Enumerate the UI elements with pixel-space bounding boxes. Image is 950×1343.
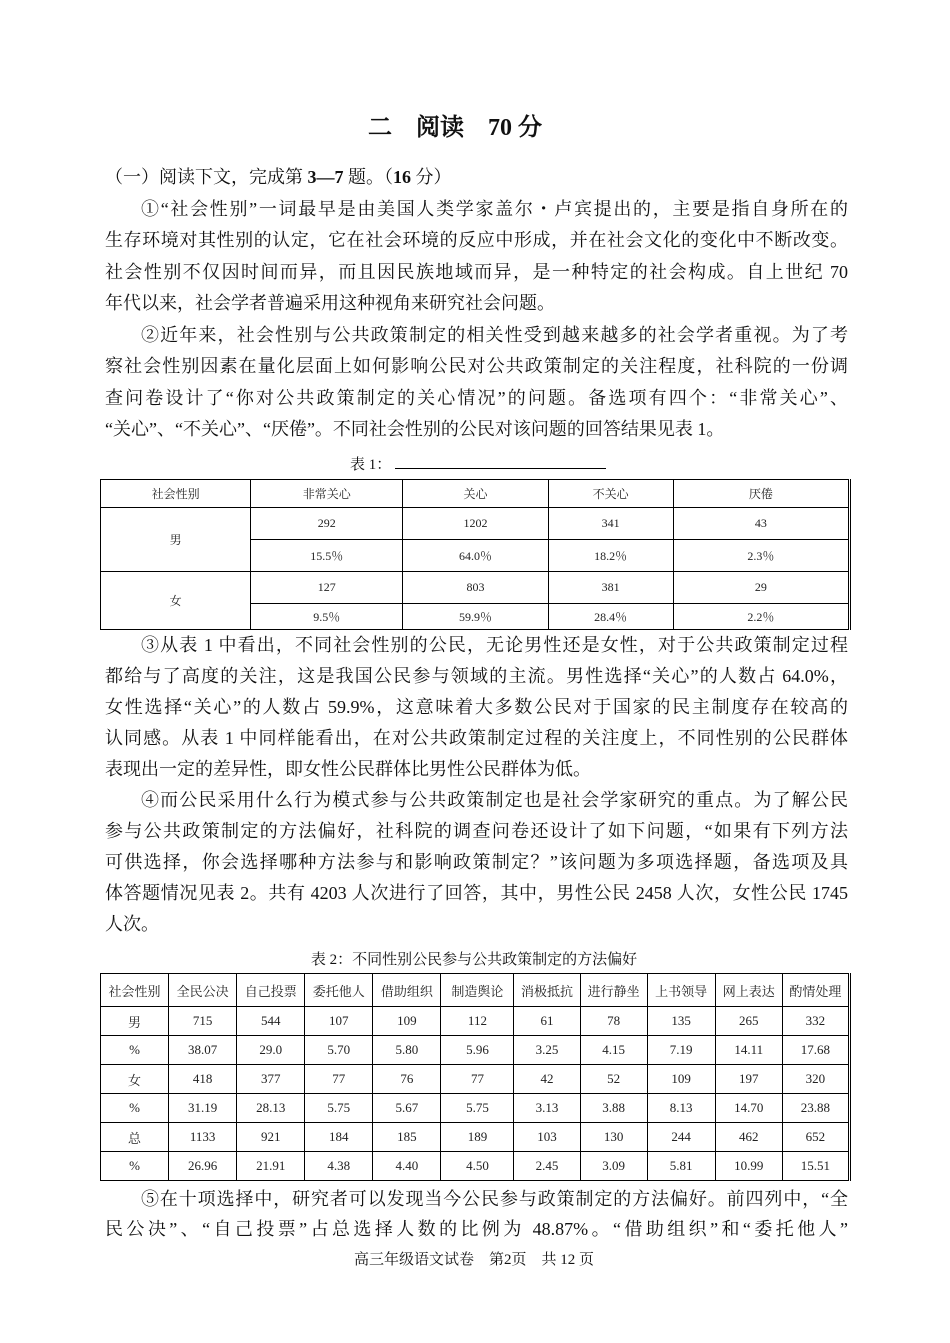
table-2-header: 消极抵抗: [514, 974, 580, 1007]
table-2-header: 酌情处理: [782, 974, 849, 1007]
table-2-cell: 244: [647, 1123, 715, 1152]
table-2-header: 进行静坐: [580, 974, 647, 1007]
table-2-cell: 107: [305, 1007, 373, 1036]
table-2-cell: 189: [441, 1123, 514, 1152]
paragraph-1: [105, 194, 848, 320]
table-2-cell: 21.91: [237, 1152, 305, 1181]
table-2-cell: 5.75: [441, 1094, 514, 1123]
table-1-title-blank: [395, 454, 606, 469]
table-1-cell: 64.0％: [403, 540, 548, 572]
table-1-header: 厌倦: [673, 480, 849, 508]
table-2-header: 自己投票: [237, 974, 305, 1007]
table-1-cell: 59.9％: [403, 604, 548, 630]
table-2-cell: 130: [580, 1123, 647, 1152]
table-1-caption: [350, 454, 606, 475]
table-1-header-row: [101, 480, 850, 508]
table-1-cell: 15.5％: [251, 540, 403, 572]
table-1-cell: 43: [673, 508, 849, 540]
table-1-cell: 2.2％: [673, 604, 849, 630]
table-2-header: 上书领导: [647, 974, 715, 1007]
table-2-cell: 109: [373, 1007, 441, 1036]
paragraph-2-line: ②近年来，社会性别与公共政策制定的相关性受到越来越多的社会学者重视。为了考: [141, 324, 848, 345]
table-2-cell: 28.13: [237, 1094, 305, 1123]
table-2-cell: 5.70: [305, 1036, 373, 1065]
table-2-cell: 4.15: [580, 1036, 647, 1065]
table-1-header: 关心: [403, 480, 548, 508]
page-title: 二 阅读 70 分: [368, 115, 542, 141]
table-2-cell: 7.19: [647, 1036, 715, 1065]
table-2-header: 委托他人: [305, 974, 373, 1007]
table-2-cell: 5.96: [441, 1036, 514, 1065]
table-2-cell: 29.0: [237, 1036, 305, 1065]
table-2-cell: 38.07: [169, 1036, 237, 1065]
paragraph-4-line: 参与公共政策制定的方法偏好，社科院的调查问卷还设计了如下问题，“如果有下列方法: [105, 821, 848, 841]
table-1-cell: 28.4％: [548, 604, 673, 630]
paragraph-2-line: 查问卷设计了“你对公共政策制定的关心情况”的问题。备选项有四个：“非常关心”、: [105, 387, 848, 408]
table-1-row: [101, 572, 850, 604]
table-1-cell: 1202: [403, 508, 548, 540]
paragraph-2: [105, 320, 848, 446]
table-2-cell: 4.50: [441, 1152, 514, 1181]
instruction-text: （一）阅读下文，完成第: [105, 167, 308, 187]
table-2-cell: 103: [514, 1123, 580, 1152]
table-2-cell: 5.75: [305, 1094, 373, 1123]
table-1-row-label: 男: [101, 508, 251, 572]
table-2-cell: 332: [782, 1007, 849, 1036]
paragraph-2-line: “关心”、“不关心”、“厌倦”。不同社会性别的公民对该问题的回答结果见表 1。: [105, 419, 725, 439]
table-1-cell: 18.2％: [548, 540, 673, 572]
table-2-cell: 3.88: [580, 1094, 647, 1123]
table-2-row: [101, 1065, 850, 1094]
paragraph-3-line: 都给与了高度的关注，这是我国公民参与领域的主流。男性选择“关心”的人数占 64.0%，: [105, 666, 848, 686]
table-2-cell: 3.09: [580, 1152, 647, 1181]
table-1-header: 非常关心: [251, 480, 403, 508]
paragraph-4-line: 可供选择，你会选择哪种方法参与和影响政策制定？”该问题为多项选择题，备选项及具: [105, 852, 848, 872]
paragraph-5-line: ⑤在十项选择中，研究者可以发现当今公民参与政策制定的方法偏好。前四列中，“全: [141, 1189, 848, 1209]
table-2-cell: 3.25: [514, 1036, 580, 1065]
table-2-cell: 5.67: [373, 1094, 441, 1123]
table-2-row-label: 男: [101, 1007, 169, 1036]
table-2-row: [101, 1007, 850, 1036]
table-2-cell: 31.19: [169, 1094, 237, 1123]
table-2-row-label: %: [101, 1152, 169, 1181]
paragraph-5: [105, 1184, 848, 1244]
table-2-cell: 135: [647, 1007, 715, 1036]
paragraph-4-line: 体答题情况见表 2。共有 4203 人次进行了回答，其中，男性公民 2458 人次，女性公民 1745: [105, 883, 848, 903]
table-2-header: 制造舆论: [441, 974, 514, 1007]
table-1-cell: 127: [251, 572, 403, 604]
table-2-cell: 23.88: [782, 1094, 849, 1123]
table-1-cell: 9.5％: [251, 604, 403, 630]
table-2-cell: 5.81: [647, 1152, 715, 1181]
table-2-header: 全民公决: [169, 974, 237, 1007]
reading-section-body: [105, 630, 848, 940]
paragraph-1-line: ①“社会性别”一词最早是由美国人类学家盖尔・卢宾提出的，主要是指自身所在的: [141, 198, 848, 219]
paragraph-1-line: 生存环境对其性别的认定，它在社会环境的反应中形成，并在社会文化的变化中不断改变。: [105, 230, 848, 250]
table-2-cell: 2.45: [514, 1152, 580, 1181]
table-2-cell: 652: [782, 1123, 849, 1152]
reading-section-tail: [105, 1184, 848, 1244]
table-2-cell: 197: [715, 1065, 782, 1094]
table-1-header: 社会性别: [101, 480, 251, 508]
table-2-cell: 418: [169, 1065, 237, 1094]
table-2-cell: 76: [373, 1065, 441, 1094]
page-footer: 高三年级语文试卷 第2页 共 12 页: [353, 1252, 594, 1268]
table-2-cell: 17.68: [782, 1036, 849, 1065]
table-2-cell: 78: [580, 1007, 647, 1036]
table-2-cell: 184: [305, 1123, 373, 1152]
table-2-cell: 265: [715, 1007, 782, 1036]
table-2-row: [101, 1152, 850, 1181]
table-1-caption-label: 表 1：: [350, 457, 392, 473]
table-1-header: 不关心: [548, 480, 673, 508]
table-2-header-row: [101, 974, 850, 1007]
instruction-text: 分）: [411, 167, 452, 187]
table-2-row: [101, 1094, 850, 1123]
table-2-caption: 表 2：不同性别公民参与公共政策制定的方法偏好: [310, 952, 638, 968]
table-2-cell: 715: [169, 1007, 237, 1036]
table-2-cell: 52: [580, 1065, 647, 1094]
table-2-cell: 1133: [169, 1123, 237, 1152]
table-2-cell: 5.80: [373, 1036, 441, 1065]
table-2-cell: 26.96: [169, 1152, 237, 1181]
table-2-cell: 15.51: [782, 1152, 849, 1181]
table-2-cell: 4.40: [373, 1152, 441, 1181]
table-2-cell: 42: [514, 1065, 580, 1094]
table-2-cell: 544: [237, 1007, 305, 1036]
paragraph-3: [105, 630, 848, 785]
paragraph-4-line: 人次。: [105, 914, 159, 934]
table-2-cell: 112: [441, 1007, 514, 1036]
table-2-cell: 377: [237, 1065, 305, 1094]
table-2-row-label: 总: [101, 1123, 169, 1152]
table-2-row: [101, 1123, 850, 1152]
table-1-cell: 292: [251, 508, 403, 540]
table-2: [100, 973, 851, 1181]
paragraph-3-line: 认同感。从表 1 中同样能看出，在对公共政策制定过程的关注度上，不同性别的公民群体: [105, 728, 848, 748]
paragraph-4: [105, 785, 848, 940]
table-2-cell: 462: [715, 1123, 782, 1152]
paragraph-5-line: 民公决”、“自己投票”占总选择人数的比例为 48.87%。“借助组织”和“委托他人”: [105, 1219, 848, 1239]
section-score: 16: [393, 167, 411, 187]
paragraph-3-line: 表现出一定的差异性，即女性公民群体比男性公民群体为低。: [105, 759, 591, 779]
paragraph-3-line: ③从表 1 中看出，不同社会性别的公民，无论男性还是女性，对于公共政策制定过程: [141, 635, 848, 655]
table-2-cell: 921: [237, 1123, 305, 1152]
table-2-row: [101, 1036, 850, 1065]
table-1: [100, 479, 851, 630]
table-2-row-label: %: [101, 1094, 169, 1123]
table-1-row: [101, 508, 850, 540]
section-instruction: [105, 162, 848, 194]
table-1-cell: 381: [548, 572, 673, 604]
table-2-cell: 109: [647, 1065, 715, 1094]
table-2-header: 借助组织: [373, 974, 441, 1007]
paragraph-2-line: 察社会性别因素在量化层面上如何影响公民对公共政策制定的关注程度，社科院的一份调: [105, 356, 848, 376]
paragraph-3-line: 女性选择“关心”的人数占 59.9%，这意味着大多数公民对于国家的民主制度存在较高的: [105, 697, 848, 717]
paragraph-4-line: ④而公民采用什么行为模式参与公共政策制定也是社会学家研究的重点。为了解公民: [141, 790, 848, 810]
table-2-cell: 185: [373, 1123, 441, 1152]
table-2-cell: 77: [305, 1065, 373, 1094]
table-1-cell: 29: [673, 572, 849, 604]
table-2-header: 网上表达: [715, 974, 782, 1007]
paragraph-1-line: 年代以来，社会学者普遍采用这种视角来研究社会问题。: [105, 293, 555, 313]
table-2-cell: 77: [441, 1065, 514, 1094]
table-2-row-label: %: [101, 1036, 169, 1065]
table-2-cell: 4.38: [305, 1152, 373, 1181]
table-1-cell: 803: [403, 572, 548, 604]
table-1-cell: 2.3％: [673, 540, 849, 572]
table-2-cell: 320: [782, 1065, 849, 1094]
paragraph-1-line: 社会性别不仅因时间而异，而且因民族地域而异，是一种特定的社会构成。自上世纪 70: [105, 261, 848, 282]
reading-section-intro: [105, 162, 848, 446]
question-range: 3—7: [307, 167, 344, 187]
instruction-text: 题。（: [343, 167, 393, 187]
table-2-cell: 8.13: [647, 1094, 715, 1123]
table-2-row-label: 女: [101, 1065, 169, 1094]
table-2-cell: 14.11: [715, 1036, 782, 1065]
table-1-cell: 341: [548, 508, 673, 540]
table-2-cell: 61: [514, 1007, 580, 1036]
table-2-header: 社会性别: [101, 974, 169, 1007]
table-2-cell: 10.99: [715, 1152, 782, 1181]
table-2-cell: 14.70: [715, 1094, 782, 1123]
table-2-cell: 3.13: [514, 1094, 580, 1123]
table-1-row-label: 女: [101, 572, 251, 630]
